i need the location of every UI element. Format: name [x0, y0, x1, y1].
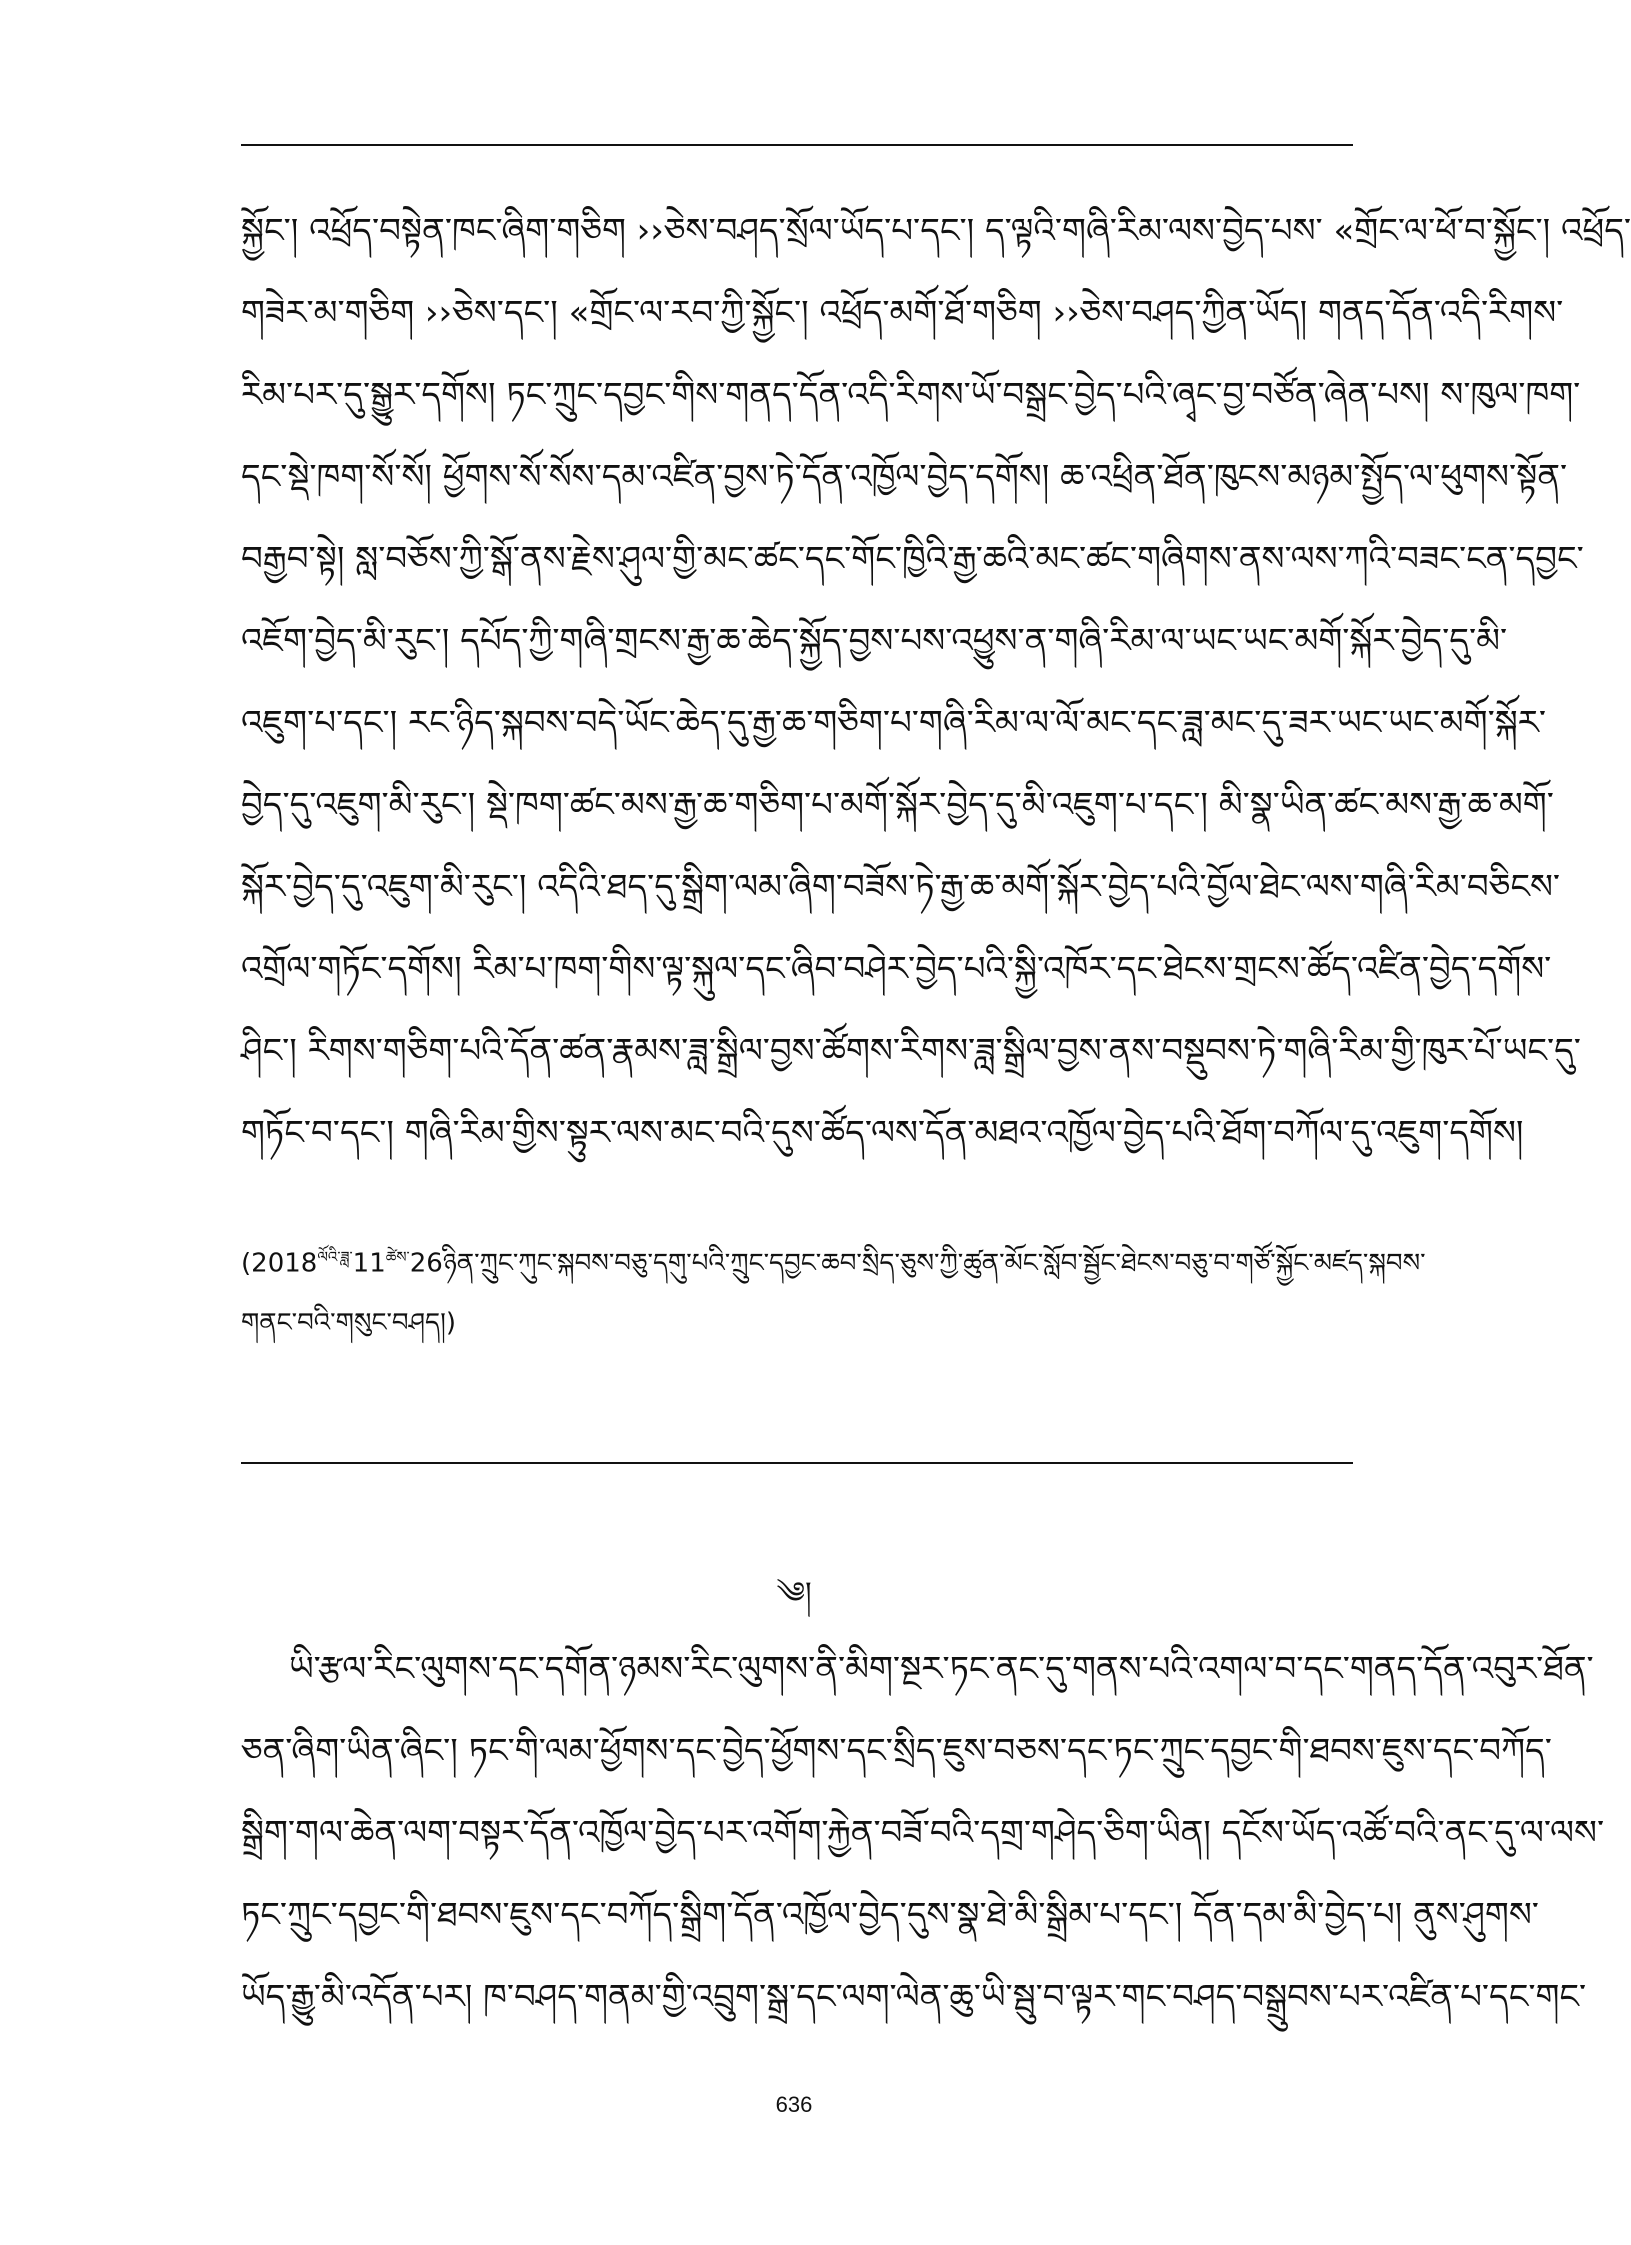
- caption-line-2: གནང་བའི་གསུང་བཤད།): [241, 1308, 456, 1338]
- text-line: གཏོང་བ་དང་། གཞི་རིམ་གྱིས་སྟུར་ལས་མང་བའི་དུས་ཚོད་ལས་དོན་མཐའ་འཁྱོལ་བྱེད་པའི་ཐོག་བཀོལ་དུ་འཇུག་དགོས།: [241, 1113, 1524, 1153]
- text-line: ཏང་ཀྲུང་དབྱང་གི་ཐབས་ཇུས་དང་བཀོད་སྒྲིག་དོན་འཁྱོལ་བྱེད་དུས་སྣ་ཐེ་མི་སྒྲིམ་པ་དང་། དོན་དམ་མི་བྱེད་པ། ནུས་ཤུགས་: [241, 1895, 1539, 1935]
- text-line: བྱེད་དུ་འཇུག་མི་རུང་། སྡེ་ཁག་ཚང་མས་རྒྱ་ཆ་གཅིག་པ་མགོ་སྐོར་བྱེད་དུ་མི་འཇུག་པ་དང་། མི་སྣ་ཡིན་ཚང་མས་རྒྱ་ཆ་མགོ་: [241, 785, 1554, 825]
- text-line: འཇུག་པ་དང་། རང་ཉིད་སྐབས་བདེ་ཡོང་ཆེད་དུ་རྒྱ་ཆ་གཅིག་པ་གཞི་རིམ་ལ་ལོ་མང་དང་ཟླ་མང་དུ་ཟར་ཡང་ཡང་མགོ་སྐོར་: [241, 703, 1546, 743]
- text-line: ཡོད་རྒྱུ་མི་འདོན་པར། ཁ་བཤད་གནམ་གྱི་འབྲུག་སྒྲ་དང་ལག་ལེན་ཆུ་ཡི་སྦུ་བ་ལྟར་གང་བཤད་བསྒྲུབས་པར་འཛིན་པ་དང་གང་: [241, 1977, 1587, 2017]
- section-mark: ༄།: [776, 1576, 812, 1611]
- caption-rest: ཉིན་ཀྲུང་ཀུང་སྐབས་བཅུ་དགུ་པའི་ཀྲུང་དབྱང་ཆབ་སྲིད་ཅུས་ཀྱི་ཚུན་མོང་སློབ་སྦྱོང་ཐེངས་བཅུ་བ་གཙོ་སྐྱོང་མཛད་སྐབས་: [442, 1248, 1426, 1279]
- paragraph-1: [241, 190, 1631, 1174]
- text-line: ཤིང་། རིགས་གཅིག་པའི་དོན་ཚན་རྣམས་ཟླ་སྒྲིལ་བྱས་ཚོགས་རིགས་ཟླ་སྒྲིལ་བྱས་ནས་བསྡུབས་ཏེ་གཞི་རིམ་གྱི་ཁུར་པོ་ཡང་དུ་: [241, 1031, 1581, 1071]
- text-line: སྐྱོང་། འཕྲོད་བསྟེན་ཁང་ཞིག་གཅིག ››ཅེས་བཤད་སྲོལ་ཡོད་པ་དང་། ད་ལྟའི་གཞི་རིམ་ལས་བྱེད་པས་ «གྲོང་ལ་ཕོ་བ་སྐྱོང་། འཕྲོད་: [241, 211, 1631, 251]
- bottom-rule: [241, 1462, 1353, 1464]
- top-rule: [241, 144, 1353, 146]
- text-line: ཅན་ཞིག་ཡིན་ཞིང་། ཏང་གི་ལམ་ཕྱོགས་དང་བྱེད་ཕྱོགས་དང་སྲིད་ཇུས་བཅས་དང་ཏང་ཀྲུང་དབྱང་གི་ཐབས་ཇུས་དང་བཀོད་: [241, 1731, 1552, 1771]
- text-line: དང་སྡེ་ཁག་སོ་སོ། ཕྱོགས་སོ་སོས་དམ་འཛིན་བྱས་ཏེ་དོན་འཁྱོལ་བྱེད་དགོས། ཆ་འཕྲིན་ཐོན་ཁུངས་མཉམ་སྤྱོད་ལ་ཕུགས་སྟོན་: [241, 457, 1568, 497]
- text-line: འགྲོལ་གཏོང་དགོས། རིམ་པ་ཁག་གིས་ལྟ་སྐུལ་དང་ཞིབ་བཤེར་བྱེད་པའི་སྐྱི་འཁོར་དང་ཐེངས་གྲངས་ཚོད་འཛིན་བྱེད་དགོས་: [241, 949, 1552, 989]
- source-caption: [241, 1224, 1426, 1356]
- page-number: 636: [775, 2092, 813, 2117]
- text-line: སྐོར་བྱེད་དུ་འཇུག་མི་རུང་། འདིའི་ཐད་དུ་སྒྲིག་ལམ་ཞིག་བཟོས་ཏེ་རྒྱ་ཆ་མགོ་སྐོར་བྱེད་པའི་བྱོལ་ཐེང་ལས་གཞི་རིམ་བཅིངས་: [241, 867, 1561, 907]
- text-line: རིམ་པར་དུ་སྒྱུར་དགོས། ཏང་ཀྲུང་དབྱང་གིས་གནད་དོན་འདི་རིགས་ཡོ་བསྒྲང་བྱེད་པའི་ཞྭང་བྱ་བཙོན་ཞེན་པས། ས་ཁུལ་ཁག་: [241, 375, 1581, 415]
- paragraph-2: [241, 1628, 1605, 2038]
- text-line: བརྒྱབ་སྟེ། སླ་བཅོས་ཀྱི་སྒོ་ནས་རྗེས་ཤུལ་གྱི་མང་ཚང་དང་གོང་ཁྱིའི་རྒྱ་ཆའི་མང་ཚང་གཞིགས་ནས་ལས་ཀའི་བཟང་ངན་དབྱང་: [241, 539, 1584, 579]
- caption-month: 11: [352, 1248, 386, 1279]
- caption-year-suffix: ལོའི་ཟླ་: [317, 1248, 353, 1266]
- caption-year: 2018: [251, 1248, 318, 1279]
- caption-day: 26: [409, 1248, 443, 1279]
- text-line: གཟེར་མ་གཅིག ››ཅེས་དང་། «གྲོང་ལ་རབ་ཀྱི་སྐྱོང་། འཕྲོད་མགོ་ཐོ་གཅིག ››ཅེས་བཤད་ཀྱིན་ཡོད། གནད་དོན་འདི་རིགས་: [241, 293, 1564, 333]
- caption-line-1: ($2018^{ལོའི་ཟླ་}11^{ཚེས་}26ཉིན་ཀྲུང་ཀུང་སྐབས་བཅུ་དགུ་པའི་ཀྲུང་དབྱང་ཆབ་སྲིད་ཅུས་ཀྱི་ཚུན་མོང་སློབ་སྦྱོང་ཐེངས་བཅུ་བ་གཙོ་སྐྱོང་མཛད་སྐབས་$: [241, 1248, 1426, 1279]
- text-line: འཇོག་བྱེད་མི་རུང་། དཔོད་ཀྱི་གཞི་གྲངས་རྒྱ་ཆ་ཆེད་སྐྱོད་བྱས་པས་འཕྱུས་ན་གཞི་རིམ་ལ་ཡང་ཡང་མགོ་སྐོར་བྱེད་དུ་མི་: [241, 621, 1508, 661]
- text-line: ཡི་རྩལ་རིང་ལུགས་དང་དགོན་ཉམས་རིང་ལུགས་ནི་མིག་སྔར་ཏང་ནང་དུ་གནས་པའི་འགལ་བ་དང་གནད་དོན་འབུར་ཐོན་: [289, 1649, 1594, 1689]
- text-line: སྒྲིག་གལ་ཆེན་ལག་བསྟར་དོན་འཁྱོལ་བྱེད་པར་འགོག་རྐྱེན་བཟོ་བའི་དགྲ་གཤེད་ཅིག་ཡིན། དངོས་ཡོད་འཚོ་བའི་ནང་དུ་ལ་ལས་: [241, 1813, 1605, 1853]
- caption-day-prefix: ཚེས་: [385, 1248, 410, 1266]
